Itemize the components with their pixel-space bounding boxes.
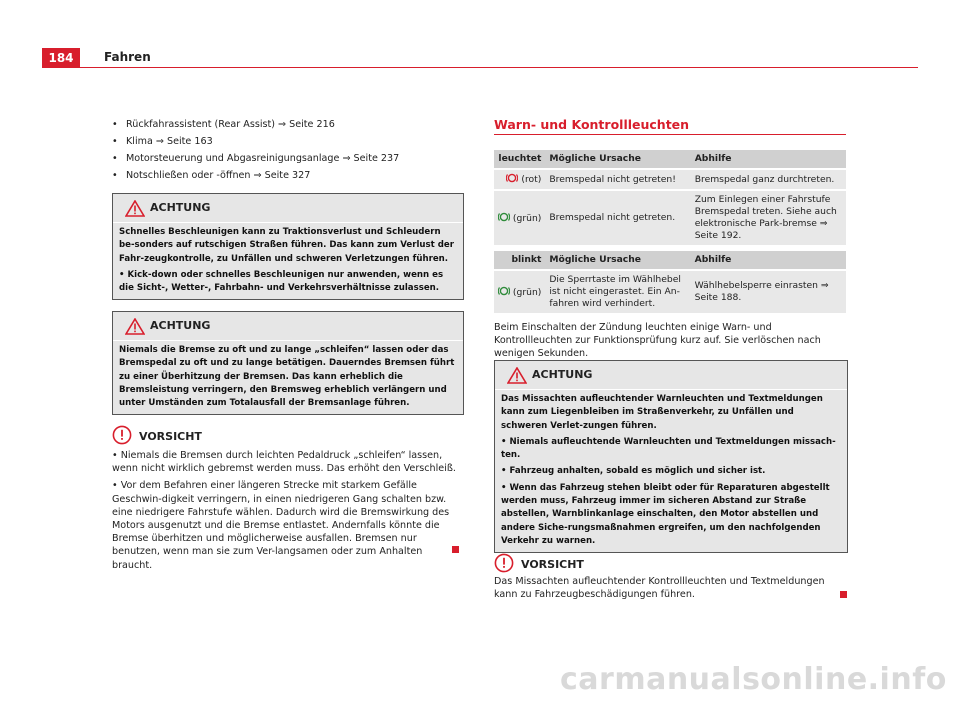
caution-section: [494, 553, 846, 601]
warning-body: [113, 222, 463, 299]
caution-section: [112, 425, 464, 576]
lamp-cell: [494, 270, 545, 313]
intro-paragraph: Beim Einschalten der Zündung leuchten einige Warn- und Kontrollleuchten zur Funktionsprüfung kurz auf. Sie verlöschen nach wenigen Sekunden.: [494, 322, 821, 360]
header-rule: [42, 67, 918, 68]
table-row: [494, 270, 846, 313]
caution-text: • Vor dem Befahren einer längeren Strecke mit starkem Gefälle Geschwin-digkeit verringern, in einen niedrigeren Gang schalten bzw. eine niedrigere Fahrstufe wählen. Dadurch wird die Bremswirkung des Motors ausgenutzt und die Bremse entlastet. Andernfalls könnte die Bremse überhitzen und möglicherweise ausfallen. Bremsen nur benutzen, wenn man sie zum Ver-langsamen oder zum Anhalten braucht.: [112, 480, 450, 571]
warning-triangle-icon: [507, 367, 527, 388]
warning-text: • Kick-down oder schnelles Beschleunigen nur anwenden, wenn es die Sicht-, Wetter-, Fahrbahn- und Verkehrsverhältnisse zulassen.: [119, 269, 444, 294]
lamp-table-lit: [494, 150, 846, 245]
list-item: • Rückfahrassistent (Rear Assist) ⇒ Seite 216: [112, 116, 462, 133]
lamp-color: (grün): [512, 286, 542, 298]
warning-triangle-icon: [125, 200, 145, 221]
remedy-cell: Wählhebelsperre einrasten ⇒ Seite 188.: [691, 270, 846, 313]
warning-header: [113, 194, 463, 222]
end-marker: [452, 546, 459, 553]
table-row: [494, 190, 846, 245]
cause-cell: Bremspedal nicht getreten!: [545, 169, 690, 190]
warning-text: • Wenn das Fahrzeug stehen bleibt oder für Reparaturen abgestellt werden muss, Fahrzeug immer im sicheren Abstand zur Straße abstellen, Warnblinkanlage einschalten, den Motor abstellen und andere Siche-rungsmaßnahmen ergreifen, um den nachfolgenden Verkehr zu warnen.: [501, 482, 830, 546]
warning-title: ACHTUNG: [150, 201, 211, 214]
caution-text: • Niemals die Bremsen durch leichten Pedaldruck „schleifen“ lassen, wenn nicht wirklich gebremst werden muss. Das erhöht den Verschleiß.: [112, 450, 456, 475]
page-number: 184: [42, 48, 80, 68]
warning-triangle-icon: [125, 318, 145, 339]
warning-title: ACHTUNG: [150, 319, 211, 332]
caution-title: VORSICHT: [521, 558, 584, 571]
warning-header: [495, 361, 847, 389]
column-header: Mögliche Ursache: [545, 150, 690, 169]
column-header: blinkt: [494, 251, 545, 270]
table-row: [494, 169, 846, 190]
warning-text: • Niemals aufleuchtende Warnleuchten und Textmeldungen missach-ten.: [501, 436, 836, 461]
exclamation-circle-icon: [112, 425, 132, 449]
column-header: Mögliche Ursache: [545, 251, 690, 270]
warning-box: [112, 311, 464, 415]
lamp-cell: [494, 190, 545, 245]
lamp-color: (rot): [521, 174, 542, 185]
end-marker: [840, 591, 847, 598]
column-header: Abhilfe: [691, 150, 846, 169]
warning-box: [112, 193, 464, 300]
caution-body: Das Missachten aufleuchtender Kontrollleuchten und Textmeldungen kann zu Fahrzeugbeschädigungen führen.: [494, 576, 825, 601]
warning-text: • Fahrzeug anhalten, sobald es möglich und sicher ist.: [501, 466, 766, 477]
selector-lever-lamp-icon: [506, 174, 518, 185]
list-item: • Notschließen oder -öffnen ⇒ Seite 327: [112, 167, 462, 184]
remedy-cell: Bremspedal ganz durchtreten.: [691, 169, 846, 190]
caution-body: [112, 449, 464, 572]
cause-cell: Bremspedal nicht getreten.: [545, 190, 690, 245]
list-item: • Klima ⇒ Seite 163: [112, 133, 462, 150]
reference-list: [112, 116, 462, 184]
column-header: leuchtet: [494, 150, 545, 169]
section-title: Warn- und Kontrollleuchten: [494, 117, 690, 132]
chapter-title: Fahren: [104, 50, 151, 64]
lamp-table-flashing: [494, 251, 846, 313]
cause-cell: Die Sperrtaste im Wählhebel ist nicht eingerastet. Ein An-fahren wird verhindert.: [545, 270, 690, 313]
list-item: • Motorsteuerung und Abgasreinigungsanlage ⇒ Seite 237: [112, 150, 462, 167]
remedy-cell: Zum Einlegen einer Fahrstufe Bremspedal treten. Siehe auch elektronische Park-bremse ⇒ Seite 192.: [691, 190, 846, 245]
lamp-cell: [494, 169, 545, 190]
caution-title: VORSICHT: [139, 430, 202, 443]
warning-text: Das Missachten aufleuchtender Warnleuchten und Textmeldungen kann zum Liegenbleiben im Straßenverkehr, zu Unfällen und schweren Verlet-zungen führen.: [501, 394, 823, 431]
warning-text: Niemals die Bremse zu oft und zu lange „schleifen“ lassen oder das Bremspedal zu oft und zu lange betätigen. Dauerndes Bremsen führt zu einer Überhitzung der Bremsen. Das kann erheblich die Bremsleistung verringern, den Bremsweg erheblich verlängern und unter Umständen zum Totalausfall der Bremsanlage führen.: [119, 345, 455, 409]
table-header-row: [494, 150, 846, 169]
warning-title: ACHTUNG: [532, 368, 593, 381]
warning-body: [495, 389, 847, 552]
lamp-color: (grün): [512, 212, 542, 224]
warning-box: [494, 360, 848, 553]
watermark-text: carmanualsonline.info: [560, 662, 947, 697]
warning-text: Schnelles Beschleunigen kann zu Traktionsverlust und Schleudern be-sonders auf rutschigen Straßen führen. Das kann zum Verlust der Fahr-zeugkontrolle, zu Unfällen und schweren Verletzungen führen.: [119, 227, 454, 264]
table-header-row: [494, 251, 846, 270]
exclamation-circle-icon: [494, 553, 514, 577]
warning-body: [113, 340, 463, 414]
selector-lever-lamp-icon: [498, 213, 510, 224]
selector-lever-lamp-icon: [498, 287, 510, 298]
warning-header: [113, 312, 463, 340]
column-header: Abhilfe: [691, 251, 846, 270]
section-rule: [494, 134, 846, 135]
